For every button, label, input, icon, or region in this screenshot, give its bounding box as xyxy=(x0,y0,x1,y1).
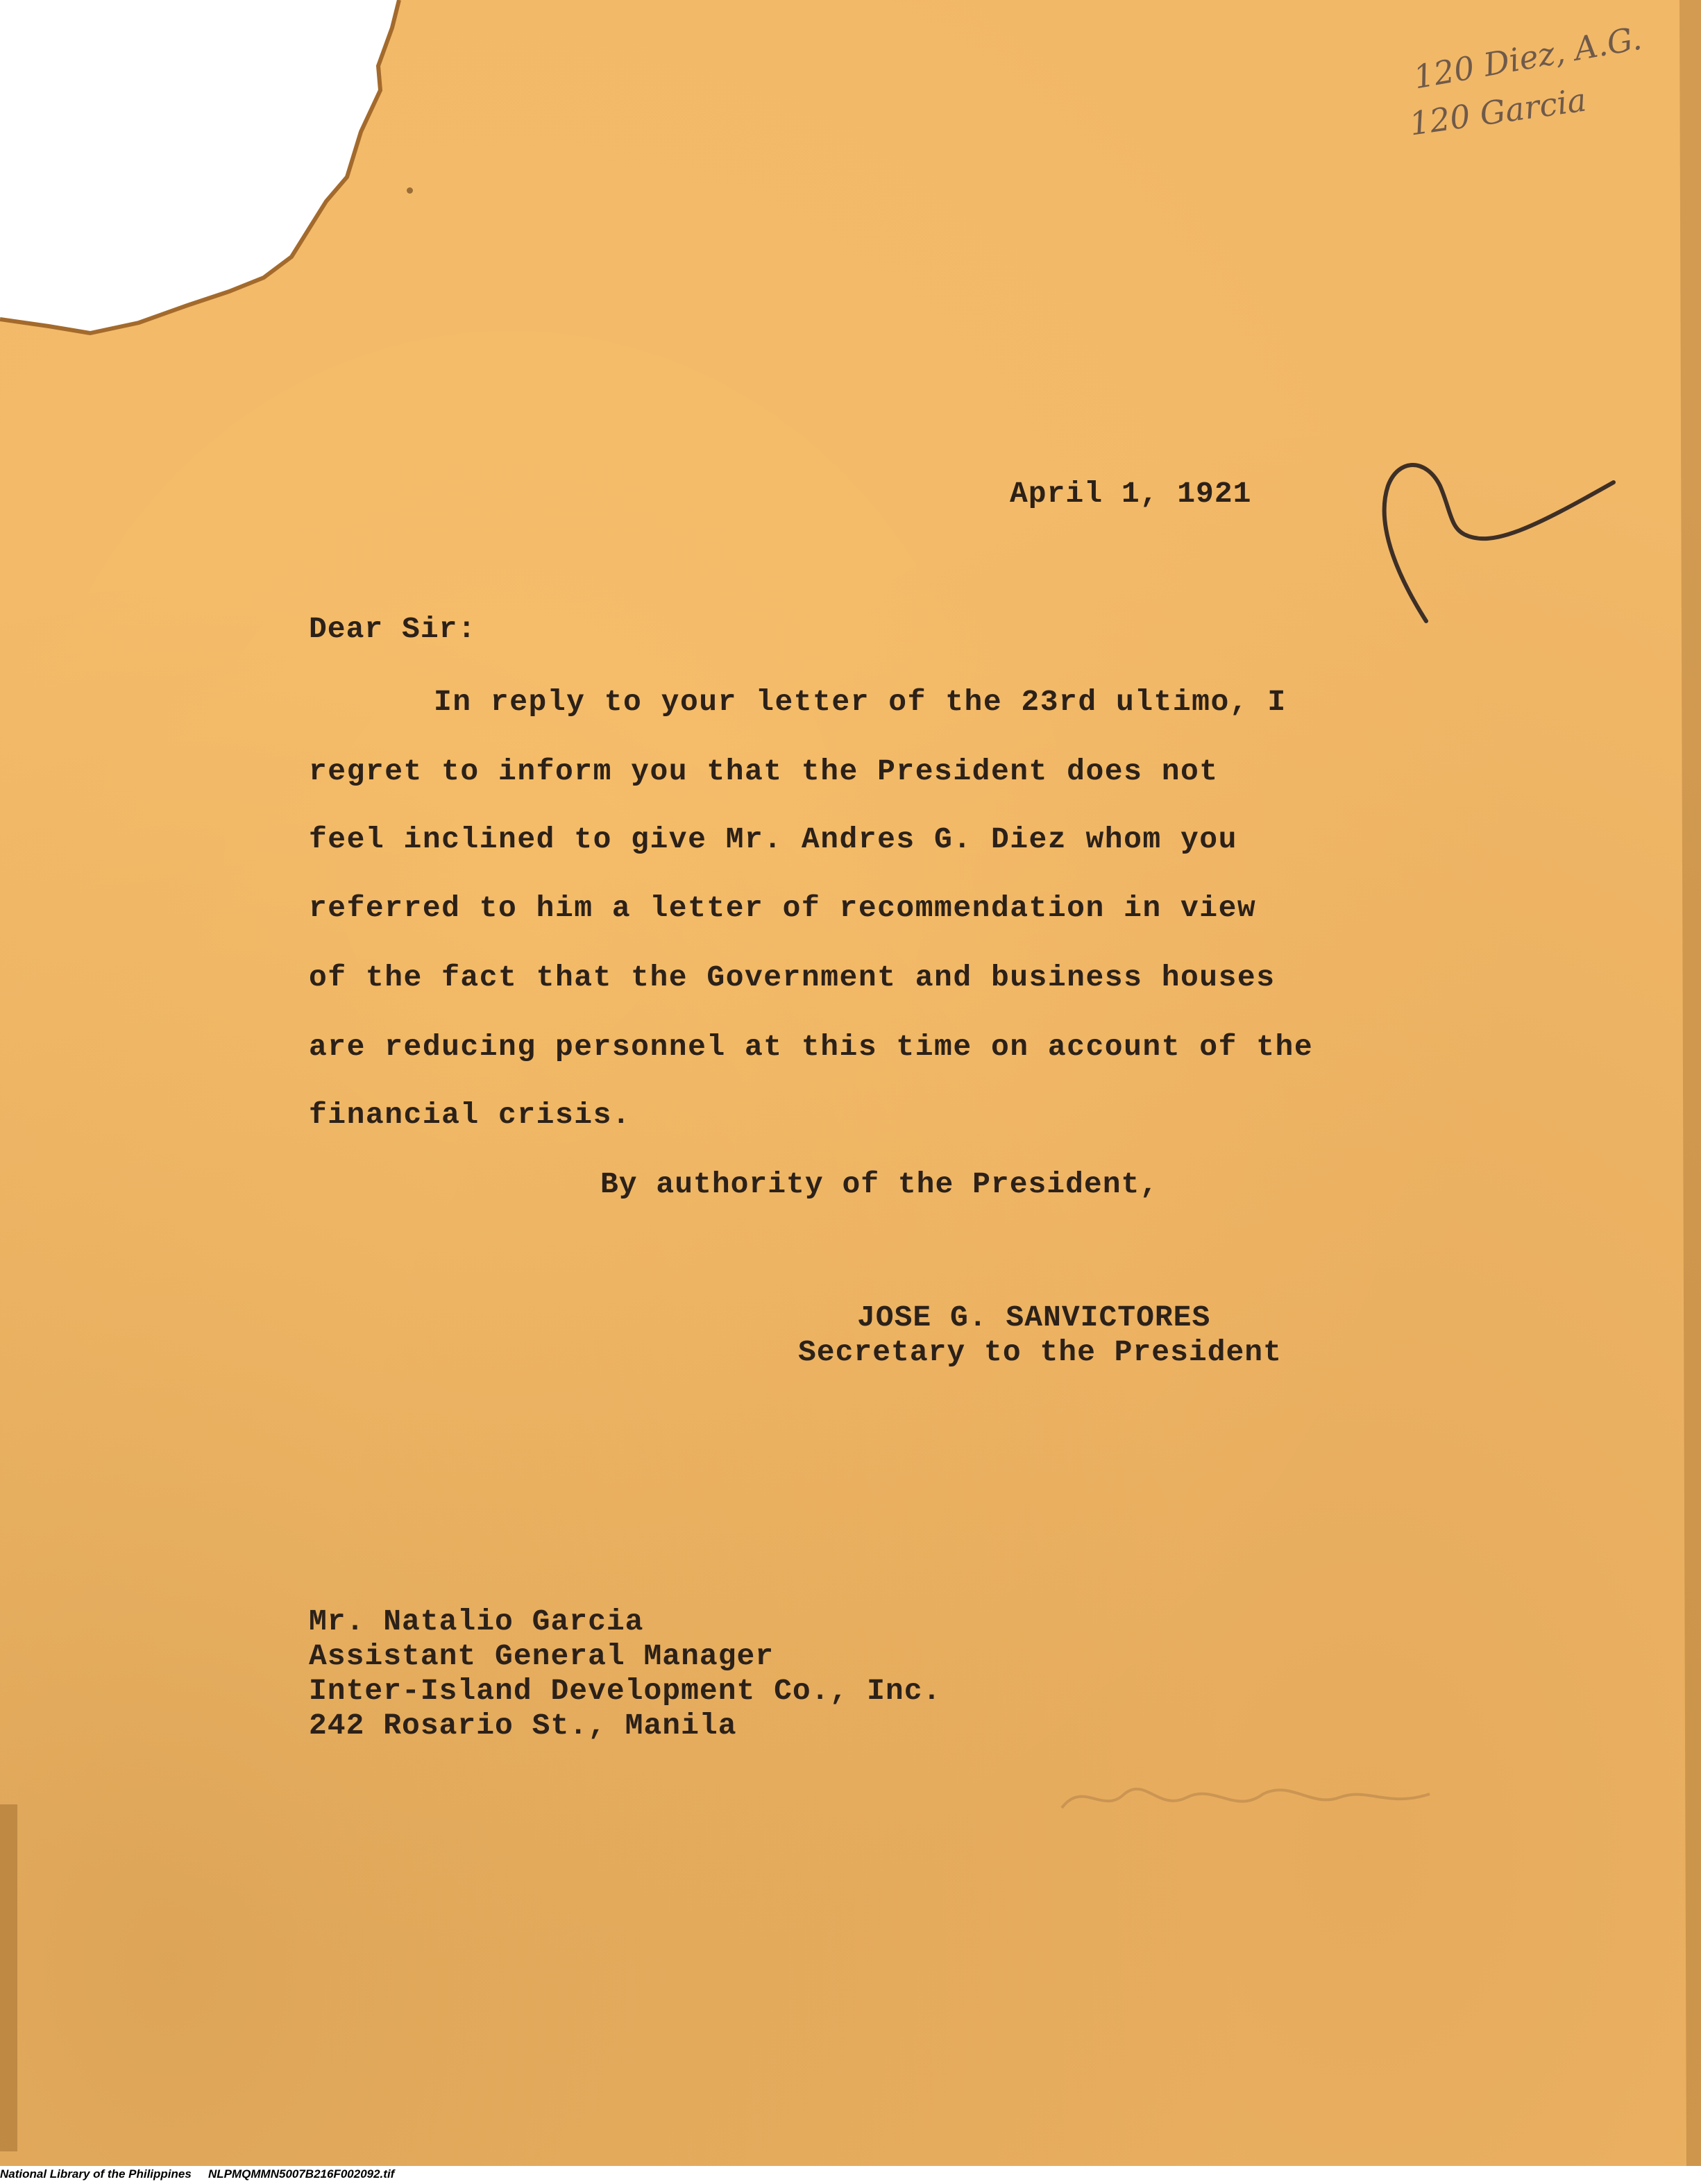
addressee-line: Mr. Natalio Garcia xyxy=(309,1605,644,1639)
body-line: financial crisis. xyxy=(309,1098,632,1132)
addressee-line: Inter-Island Development Co., Inc. xyxy=(309,1674,942,1708)
margin-note-line-2: 120 Garcia xyxy=(1407,81,1589,143)
salutation: Dear Sir: xyxy=(309,612,477,646)
letter-date: April 1, 1921 xyxy=(1010,477,1252,511)
body-line: are reducing personnel at this time on account of the xyxy=(309,1030,1314,1064)
margin-note-line-1: 120 Diez, A.G. xyxy=(1410,19,1645,96)
body-line: In reply to your letter of the 23rd ultimo, I xyxy=(434,685,1287,719)
footer-filename: NLPMQMMN5007B216F002092.tif xyxy=(208,2167,395,2181)
addressee-line: Assistant General Manager xyxy=(309,1639,775,1673)
pencil-check-mark xyxy=(1360,444,1638,625)
signatory-title: Secretary to the President xyxy=(798,1335,1282,1369)
ink-dot xyxy=(407,187,413,194)
signatory-name: JOSE G. SANVICTORES xyxy=(857,1301,1211,1335)
closing-line: By authority of the President, xyxy=(600,1167,1159,1201)
faint-pencil-scribble xyxy=(1055,1766,1444,1829)
body-line: referred to him a letter of recommendation in view xyxy=(309,891,1257,925)
addressee-line: 242 Rosario St., Manila xyxy=(309,1709,737,1743)
footer-library-name: National Library of the Philippines xyxy=(0,2167,192,2181)
body-line: of the fact that the Government and business houses xyxy=(309,960,1276,994)
body-line: feel inclined to give Mr. Andres G. Diez whom you xyxy=(309,822,1237,856)
body-line: regret to inform you that the President does not xyxy=(309,754,1219,788)
